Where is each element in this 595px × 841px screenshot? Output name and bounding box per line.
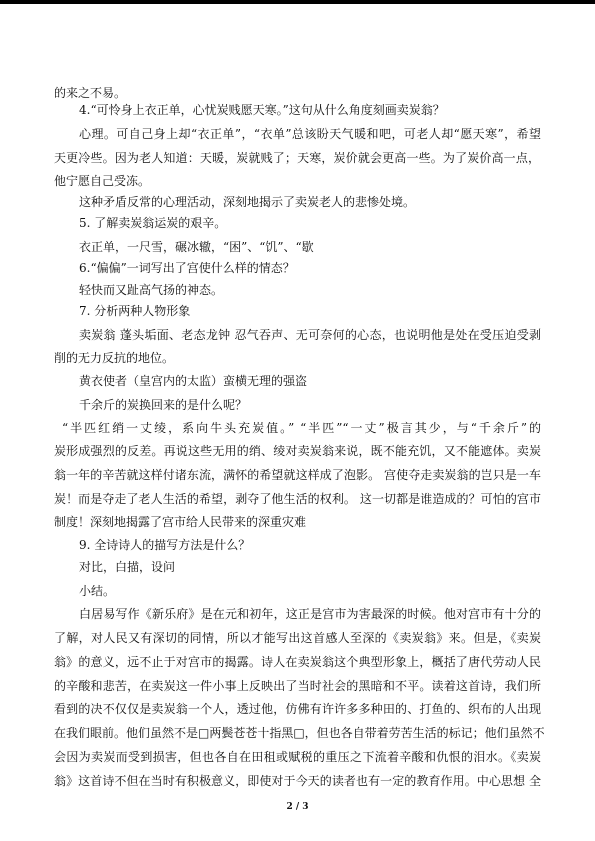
text-line: 白居易写作《新乐府》是在元和初年，这正是宫市为害最深的时候。他对宫市有十分的 bbox=[79, 607, 541, 621]
page-top-border bbox=[0, 0, 595, 4]
text-line: 卖炭翁 蓬头垢面、老态龙钟 忍气吞声、无可奈何的心态，也说明他是处在受压迫受剥 bbox=[79, 328, 541, 342]
text-line: 对比，白描，设问 bbox=[79, 560, 176, 574]
text-line: “半匹红绡一丈绫，系向牛头充炭值。” “半匹”“一丈”极言其少，与“千余斤”的 bbox=[62, 421, 541, 435]
text-line: 4.“可怜身上衣正单，心忧炭贱愿天寒。”这句从什么角度刻画卖炭翁？ bbox=[79, 103, 445, 117]
text-line: 会因为卖炭而受到损害，但也各自在田租或赋税的重压之下流着辛酸和仇恨的泪水。《卖炭 bbox=[54, 750, 541, 764]
text-line: 翁一年的辛苦就这样付诸东流，满怀的希望就这样成了泡影。 宫使夺走卖炭翁的岂只是一车 bbox=[54, 468, 541, 482]
text-line: 轻快而又趾高气扬的神态。 bbox=[79, 283, 224, 297]
text-line: 衣正单，一尺雪，碾冰辙，“困”、“饥”、“歇 bbox=[79, 240, 314, 254]
text-line: 天更冷些。因为老人知道：天暖，炭就贱了；天寒，炭价就会更高一些。为了炭价高一点， bbox=[54, 151, 540, 165]
text-line: 看到的决不仅仅是卖炭翁一个人，透过他，仿佛有许许多多种田的、打鱼的、织布的人出现 bbox=[54, 702, 541, 716]
text-line: 的辛酸和悲苦，在卖炭这一件小事上反映出了当时社会的黑暗和不平。读着这首诗，我们所 bbox=[54, 679, 541, 693]
text-line: 9. 全诗诗人的描写方法是什么？ bbox=[79, 538, 251, 552]
text-line: 这种矛盾反常的心理活动，深刻地揭示了卖炭老人的悲惨处境。 bbox=[79, 195, 416, 209]
text-line: 翁》的意义，远不止于对宫市的揭露。诗人在卖炭翁这个典型形象上，概括了唐代劳动人民 bbox=[54, 655, 541, 669]
text-line: 的来之不易。 bbox=[54, 86, 127, 100]
text-line: 了解，对人民又有深切的同情，所以才能写出这首感人至深的《卖炭翁》来。但是，《卖炭 bbox=[54, 631, 541, 645]
text-line: 炭形成强烈的反差。再说这些无用的绡、绫对卖炭翁来说，既不能充饥，又不能遮体。卖炭 bbox=[54, 444, 541, 458]
text-line: 在我们眼前。他们虽然不是□两鬓苍苍十指黑□，但也各自带着劳苦生活的标记；他们虽然不 bbox=[54, 726, 545, 740]
text-line: 千余斤的炭换回来的是什么呢？ bbox=[79, 398, 248, 412]
page-number: 2 / 3 bbox=[286, 802, 309, 812]
text-line: 心理。可自己身上却“衣正单”，“衣单”总该盼天气暖和吧，可老人却“愿天寒”，希望 bbox=[79, 127, 541, 141]
text-line: 6.“偏偏”一词写出了宫使什么样的情态？ bbox=[79, 261, 295, 275]
text-line: 制度！深刻地揭露了宫市给人民带来的深重灾难 bbox=[54, 515, 307, 529]
text-line: 翁》这首诗不但在当时有积极意义，即使对于今天的读者也有一定的教育作用。中心思想 全 bbox=[54, 774, 541, 788]
text-line: 7. 分析两种人物形象 bbox=[79, 304, 191, 318]
text-line: 炭！而是夺走了老人生活的希望，剥夺了他生活的权利。 这一切都是谁造成的？可怕的宫市 bbox=[54, 492, 541, 506]
text-line: 他宁愿自己受冻。 bbox=[54, 174, 151, 188]
text-line: 小结。 bbox=[79, 584, 116, 598]
text-line: 削的无力反抗的地位。 bbox=[54, 351, 175, 365]
text-line: 5. 了解卖炭翁运炭的艰辛。 bbox=[79, 216, 227, 230]
text-line: 黄衣使者（皇宫内的太监）蛮横无理的强盗 bbox=[79, 374, 308, 388]
